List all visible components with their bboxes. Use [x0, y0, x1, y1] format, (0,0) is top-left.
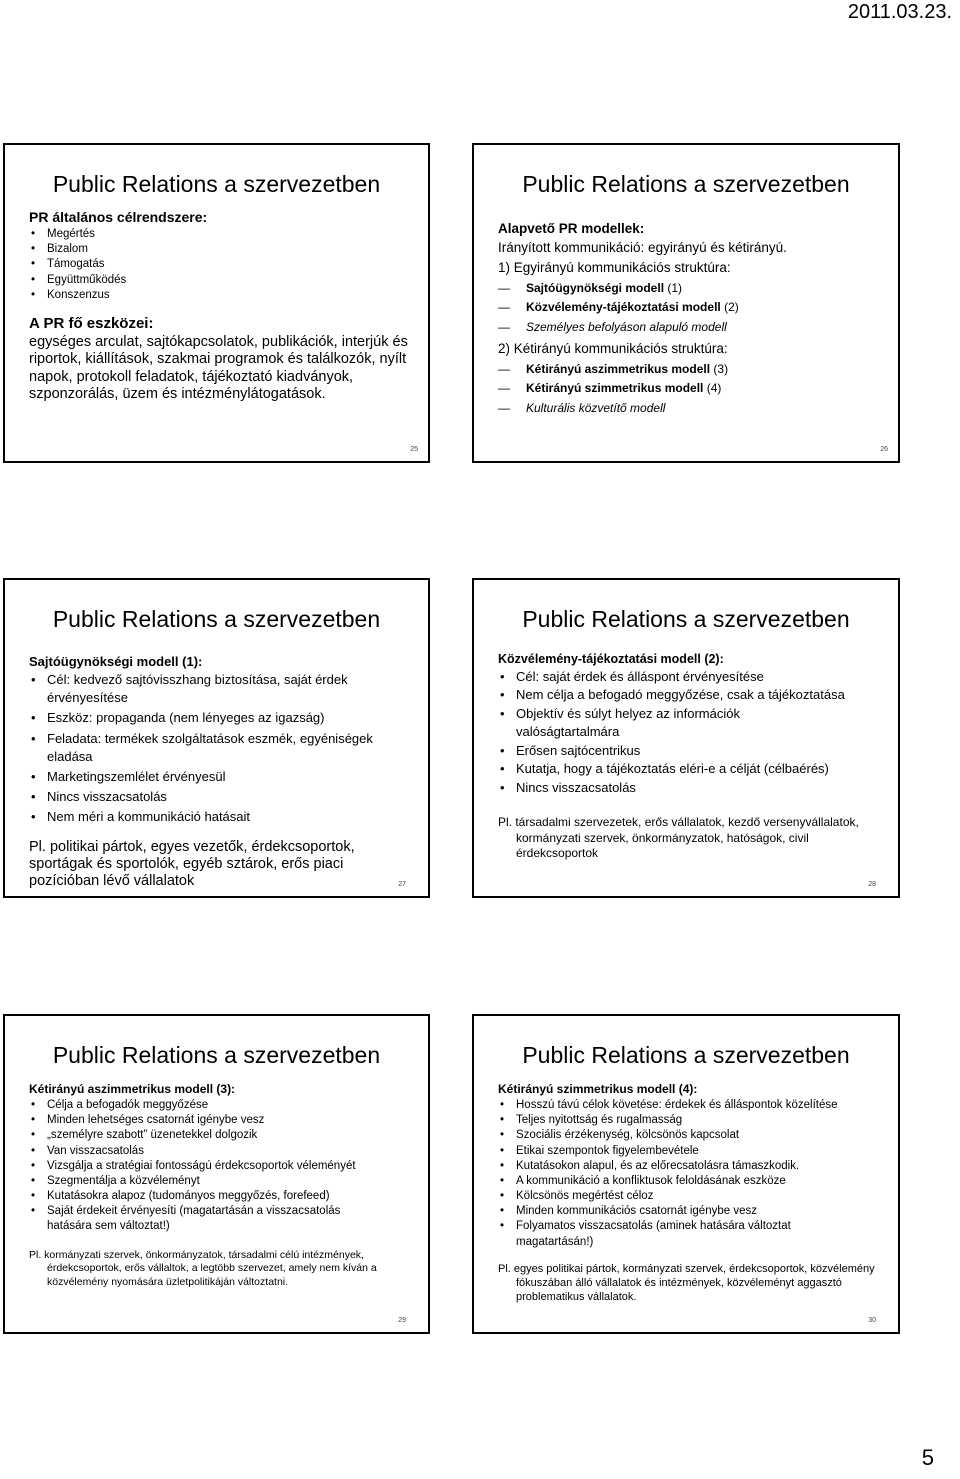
list-item: — Személyes befolyáson alapuló modell [498, 318, 886, 337]
slide-note: Pl. társadalmi szervezetek, erős vállalatok, kezdő versenyvállalatok, kormányzati szervek, önkormányzatok, hatóságok, civil érdekcsoportok [498, 815, 859, 861]
slide-number: 25 [410, 446, 418, 453]
list-item: • Kölcsönös megértést céloz [498, 1189, 886, 1204]
slide-note: Pl. egyes politikai pártok, kormányzati szervek, érdekcsoportok, közvélemény fókuszában álló vállalatok és intézmények, közvéleményt aggasztó problematikus vállalatok. [498, 1262, 875, 1304]
list-item: • Minden kommunikációs csatornát igénybe vesz [498, 1204, 886, 1219]
list-item: • Kutatásokra alapoz (tudományos meggyőzés, forefeed) [29, 1189, 416, 1204]
line-oneway: 1) Egyirányú kommunikációs struktúra: [498, 259, 731, 275]
list-item: • Van visszacsatolás [29, 1144, 416, 1159]
list-item: • Cél: saját érdek és álláspont érvényesítése [498, 668, 886, 686]
list-item: • „személyre szabott” üzenetekkel dolgozik [29, 1128, 416, 1143]
slide-title: Public Relations a szervezetben [52, 606, 381, 632]
model-list [498, 668, 886, 797]
slide-number: 30 [868, 1317, 876, 1324]
slide-number: 27 [398, 881, 406, 888]
list-item: • Szegmentálja a közvéleményt [29, 1174, 416, 1189]
slide-number: 29 [398, 1317, 406, 1324]
slide-heading: Közvélemény-tájékoztatási modell (2): [498, 652, 724, 666]
list-item: • Etikai szempontok figyelembevétele [498, 1144, 886, 1159]
page-number: 5 [921, 1445, 934, 1470]
list-item: • Nincs visszacsatolás [29, 788, 416, 808]
list-item: • Eszköz: propaganda (nem lényeges az igazság) [29, 709, 416, 729]
list-item: • Marketingszemlélet érvényesül [29, 768, 416, 788]
list-item: • Kutatásokon alapul, és az előrecsatolásra támaszkodik. [498, 1159, 886, 1174]
slide-heading: PR általános célrendszere: [29, 209, 208, 225]
list-item: • Nincs visszacsatolás [498, 779, 886, 797]
list-item: • Kutatja, hogy a tájékoztatás eléri-e a célját (célbaérés) [498, 760, 886, 778]
list-item: • Minden lehetséges csatornát igénybe vesz [29, 1113, 416, 1128]
list-item: • Együttműködés [29, 273, 416, 288]
list-item: • Megértés [29, 227, 416, 242]
slide-25 [3, 143, 430, 463]
list-item: • Folyamatos visszacsatolás (aminek hatására változtat magatartásán!) [498, 1219, 836, 1249]
list-item: • Támogatás [29, 257, 416, 272]
list-item: • Szociális érzékenység, kölcsönös kapcsolat [498, 1128, 886, 1143]
list-item: • Cél: kedvező sajtóvisszhang biztosítása, saját érdek érvényesítése [29, 671, 416, 709]
list-item: — Kétirányú aszimmetrikus modell (3) [498, 360, 886, 379]
oneway-list [498, 279, 886, 337]
list-item: — Kulturális közvetítő modell [498, 399, 886, 418]
list-item: • Nem méri a kommunikáció hatásait [29, 808, 416, 828]
model-list [498, 1098, 886, 1250]
slide-title: Public Relations a szervezetben [522, 606, 850, 632]
list-item: • Célja a befogadók meggyőzése [29, 1098, 416, 1113]
list-item: • Feladata: termékek szolgáltatások eszmék, egyéniségek eladása [29, 730, 416, 768]
model-list [29, 1098, 416, 1235]
twoway-list [498, 360, 886, 418]
list-item: • Bizalom [29, 242, 416, 257]
list-item: • Konszenzus [29, 288, 416, 303]
list-item: • Nem célja a befogadó meggyőzése, csak a tájékoztatása [498, 686, 886, 704]
slide-heading: Kétirányú szimmetrikus modell (4): [498, 1082, 698, 1096]
slide-30 [472, 1014, 900, 1334]
header-date: 2011.03.23. [847, 1, 952, 23]
slide-heading: Alapvető PR modellek: [498, 221, 645, 236]
list-item: — Közvélemény-tájékoztatási modell (2) [498, 298, 886, 317]
list-item: • Vizsgálja a stratégiai fontosságú érdekcsoportok véleményét [29, 1159, 416, 1174]
slide-number: 28 [868, 881, 876, 888]
list-item: • Hosszú távú célok követése: érdekek és álláspontok közelítése [498, 1098, 886, 1113]
list-item: • A kommunikáció a konfliktusok feloldásának eszköze [498, 1174, 886, 1189]
list-item: • Saját érdekeit érvényesíti (magatartásán a visszacsatolás hatására sem változtat!) [29, 1204, 387, 1234]
list-item: — Kétirányú szimmetrikus modell (4) [498, 379, 886, 398]
slide-note: Pl. politikai pártok, egyes vezetők, érdekcsoportok, sportágak és sportolók, egyéb sztárok, erős piaci pozícióban lévő vállalatok [29, 838, 355, 890]
slide-number: 26 [880, 446, 888, 453]
line-twoway: 2) Kétirányú kommunikációs struktúra: [498, 340, 728, 356]
slide-title: Public Relations a szervezetben [522, 1042, 850, 1068]
line-directed: Irányított kommunikáció: egyirányú és kétirányú. [498, 240, 787, 255]
slide-heading: Kétirányú aszimmetrikus modell (3): [29, 1082, 236, 1096]
slide-heading: Sajtóügynökségi modell (1): [29, 654, 203, 669]
model-list [29, 671, 416, 829]
slide-note: Pl. kormányzati szervek, önkormányzatok, társadalmi célú intézmények, érdekcsoportok, erős vállaltok, a legtöbb szervezet, amely nem kíván a közvélemény nyomására üzletpolitikáján változtatni. [29, 1248, 377, 1288]
slide-28 [472, 578, 900, 898]
slide-title: Public Relations a szervezetben [52, 171, 381, 197]
slide-27 [3, 578, 430, 898]
goals-list [29, 227, 416, 303]
slide-29 [3, 1014, 430, 1334]
slide-paragraph: egységes arculat, sajtókapcsolatok, publikációk, interjúk és riportok, kiállítások, szakmai programok és találkozók, nyílt napok, protokoll feladatok, tájékoztató kiadványok, szponzorálás, üzem és intézménylátogatások. [29, 333, 408, 403]
slide-subheading: A PR fő eszközei: [29, 314, 154, 332]
list-item: — Sajtóügynökségi modell (1) [498, 279, 886, 298]
slide-title: Public Relations a szervezetben [522, 171, 850, 197]
list-item: • Teljes nyitottság és rugalmasság [498, 1113, 886, 1128]
slide-title: Public Relations a szervezetben [52, 1042, 381, 1068]
list-item: • Objektív és súlyt helyez az információk valóságtartalmára [498, 705, 766, 742]
slide-26 [472, 143, 900, 463]
list-item: • Erősen sajtócentrikus [498, 742, 886, 760]
